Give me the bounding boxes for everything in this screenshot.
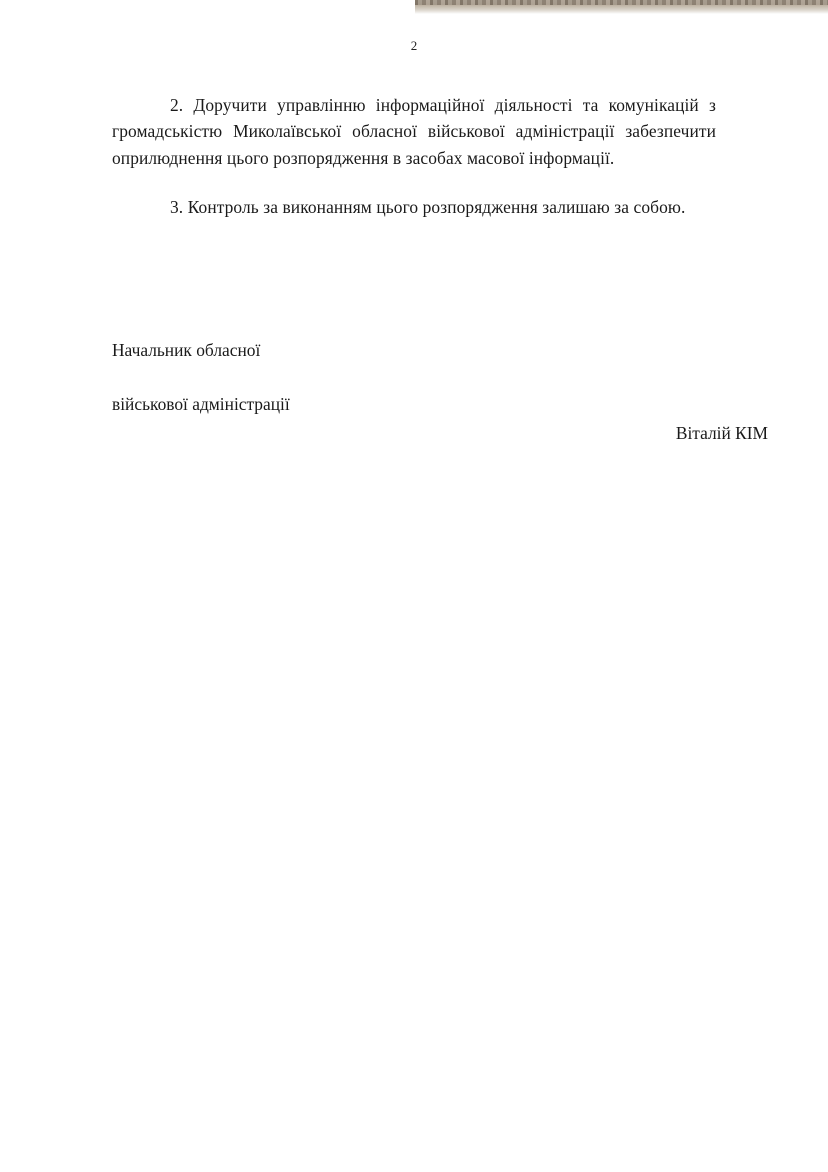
signatory-title-line-2: військової адміністрації <box>112 393 290 414</box>
page-number: 2 <box>410 38 418 53</box>
paragraph-clause-3: 3. Контроль за виконанням цього розпорядження залишаю за собою. <box>170 197 686 218</box>
paragraph-spacer <box>112 171 716 194</box>
document-body <box>112 92 716 221</box>
signatory-name: Віталій КІМ <box>675 422 768 443</box>
scan-artifact-top-edge <box>415 0 828 14</box>
signatory-title-line-1: Начальник обласної <box>112 339 261 360</box>
paragraph-clause-2: 2. Доручити управлінню інформаційної діяльності та комунікацій з громадськістю Миколаївської обласної військової адміністрації забезпечити оприлюднення цього розпорядження в засобах масової інформації. <box>112 95 716 168</box>
signature-block <box>112 310 772 445</box>
signatory-title <box>112 310 290 445</box>
